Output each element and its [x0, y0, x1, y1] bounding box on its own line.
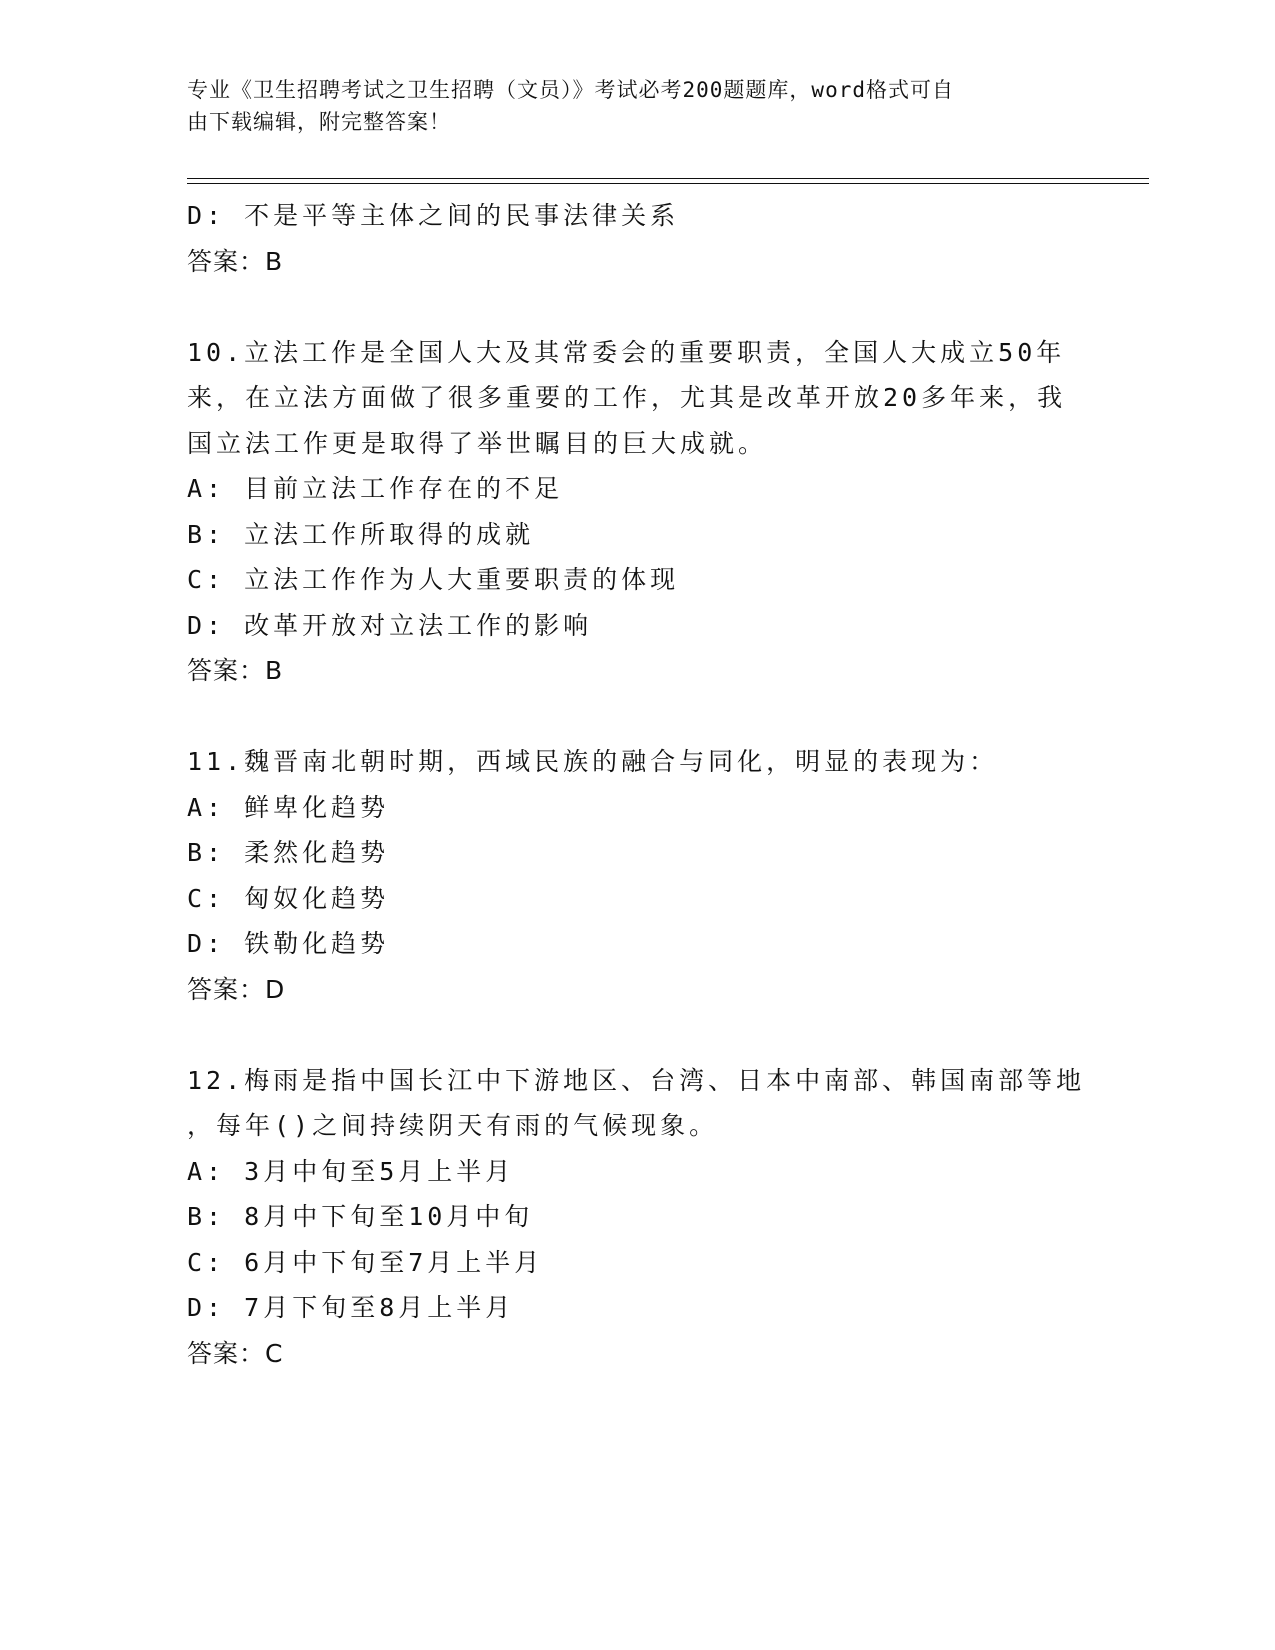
answer-line: 答案：B [187, 656, 284, 685]
option-d: D: 7月下旬至8月上半月 [187, 1293, 515, 1322]
question-stem-line: 国立法工作更是取得了举世瞩目的巨大成就。 [187, 428, 768, 458]
spacer [187, 284, 1087, 330]
document-header [187, 74, 1067, 138]
header-line-1: 专业《卫生招聘考试之卫生招聘（文员）》考试必考200题题库，word格式可自 [187, 78, 954, 102]
question-10 [187, 330, 1087, 694]
option-d: D: 改革开放对立法工作的影响 [187, 610, 593, 640]
option-a: A: 目前立法工作存在的不足 [187, 474, 564, 503]
option-d: D: 不是平等主体之间的民事法律关系 [187, 201, 680, 230]
option-a: A: 鲜卑化趋势 [187, 792, 390, 822]
answer-line: 答案：B [187, 246, 284, 276]
option-c: C: 匈奴化趋势 [187, 883, 390, 913]
option-b: B: 立法工作所取得的成就 [187, 519, 535, 549]
header-rule-top [187, 178, 1149, 179]
question-stem-line: 12.梅雨是指中国长江中下游地区、台湾、日本中南部、韩国南部等地 [187, 1065, 1086, 1095]
answer-line: 答案：C [187, 1338, 284, 1368]
question-stem-line: 11.魏晋南北朝时期，西域民族的融合与同化，明显的表现为： [187, 747, 999, 776]
option-b: B: 柔然化趋势 [187, 838, 390, 867]
question-12 [187, 1058, 1087, 1377]
question-stem-line: ，每年()之间持续阴天有雨的气候现象。 [187, 1111, 719, 1140]
option-c: C: 立法工作作为人大重要职责的体现 [187, 565, 680, 594]
header-line-2: 由下载编辑，附完整答案！ [187, 110, 451, 134]
spacer [187, 1012, 1087, 1058]
option-d: D: 铁勒化趋势 [187, 929, 390, 958]
header-rule-bottom [187, 183, 1149, 184]
question-11 [187, 739, 1087, 1012]
question-stem-line: 来，在立法方面做了很多重要的工作，尤其是改革开放20多年来，我 [187, 383, 1067, 412]
answer-line: 答案：D [187, 974, 286, 1004]
question-9-tail [187, 193, 1087, 284]
spacer [187, 694, 1087, 740]
question-list [187, 193, 1087, 1376]
question-stem-line: 10.立法工作是全国人大及其常委会的重要职责，全国人大成立50年 [187, 337, 1066, 367]
option-b: B: 8月中下旬至10月中旬 [187, 1202, 534, 1231]
option-a: A: 3月中旬至5月上半月 [187, 1156, 515, 1186]
option-c: C: 6月中下旬至7月上半月 [187, 1247, 544, 1277]
